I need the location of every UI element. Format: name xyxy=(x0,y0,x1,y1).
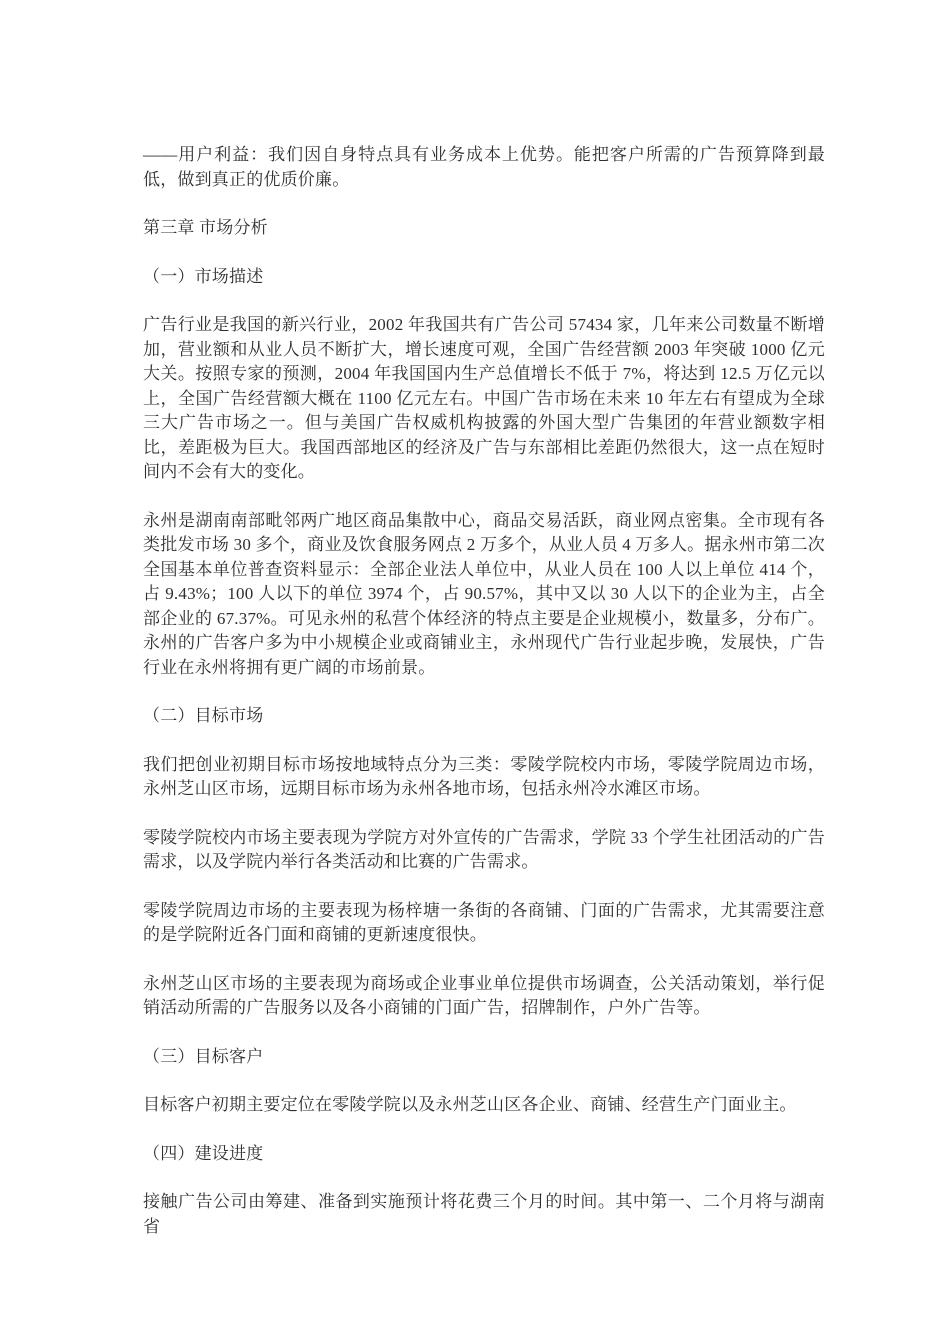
chapter-heading: 第三章 市场分析 xyxy=(143,218,268,237)
paragraph-customer-positioning: 目标客户初期主要定位在零陵学院以及永州芝山区各企业、商铺、经营生产门面业主。 xyxy=(143,1095,797,1114)
paragraph-industry-overview: 广告行业是我国的新兴行业，2002 年我国共有广告公司 57434 家，几年来公司数量不断增加，营业额和从业人员不断扩大，增长速度可观，全国广告经营额 2003 年突破 1000 亿元大关。按照专家的预测，2004 年我国国内生产总值增长不低于 7%，将达到 12.5 万亿元以上，全国广告经营额大概在 1100 亿元左右。中国广告市场在未来 10 年左右有望成为全球三大广告市场之一。但与美国广告权威机构披露的外国大型广告集团的年营业额数字相比，差距极为巨大。我国西部地区的经济及广告与东部相比差距仍然很大，这一点在短时间内不会有大的变化。 xyxy=(143,315,825,481)
paragraph-zhishan-market: 永州芝山区市场的主要表现为商场或企业事业单位提供市场调查，公关活动策划，举行促销活动所需的广告服务以及各小商铺的门面广告，招牌制作，户外广告等。 xyxy=(143,973,825,1017)
paragraph-surrounding-market: 零陵学院周边市场的主要表现为杨梓塘一条街的各商铺、门面的广告需求，尤其需要注意的是学院附近各门面和商铺的更新速度很快。 xyxy=(143,900,825,944)
paragraph-market-segments: 我们把创业初期目标市场按地域特点分为三类：零陵学院校内市场，零陵学院周边市场，永州芝山区市场，远期目标市场为永州各地市场，包括永州冷水滩区市场。 xyxy=(143,754,825,798)
section-heading-market-description: （一）市场描述 xyxy=(143,266,264,286)
section-heading-construction-progress: （四）建设进度 xyxy=(143,1143,264,1163)
paragraph-construction-timeline: 接触广告公司由筹建、准备到实施预计将花费三个月的时间。其中第一、二个月将与湖南省 xyxy=(143,1192,825,1236)
paragraph-user-benefit: ——用户利益：我们因自身特点具有业务成本上优势。能把客户所需的广告预算降到最低，做到真正的优质价廉。 xyxy=(143,145,825,189)
paragraph-yongzhou-economy: 永州是湖南南部毗邻两广地区商品集散中心，商品交易活跃，商业网点密集。全市现有各类批发市场 30 多个，商业及饮食服务网点 2 万多个，从业人员 4 万多人。据永州市第二次全国基本单位普查资料显示：全部企业法人单位中，从业人员在 100 人以上单位 414 个，占 9.43%；100 人以下的单位 3974 个，占 90.57%，其中又以 30 人以下的企业为主，占全部企业的 67.37%。可见永州的私营个体经济的特点主要是企业规模小，数量多，分布广。永州的广告客户多为中小规模企业或商铺业主，永州现代广告行业起步晚，发展快，广告行业在永州将拥有更广阔的市场前景。 xyxy=(143,510,825,677)
section-heading-target-customers: （三）目标客户 xyxy=(143,1046,264,1066)
section-heading-target-market: （二）目标市场 xyxy=(143,706,264,725)
paragraph-campus-market: 零陵学院校内市场主要表现为学院方对外宣传的广告需求，学院 33 个学生社团活动的广告需求，以及学院内举行各类活动和比赛的广告需求。 xyxy=(143,827,825,871)
